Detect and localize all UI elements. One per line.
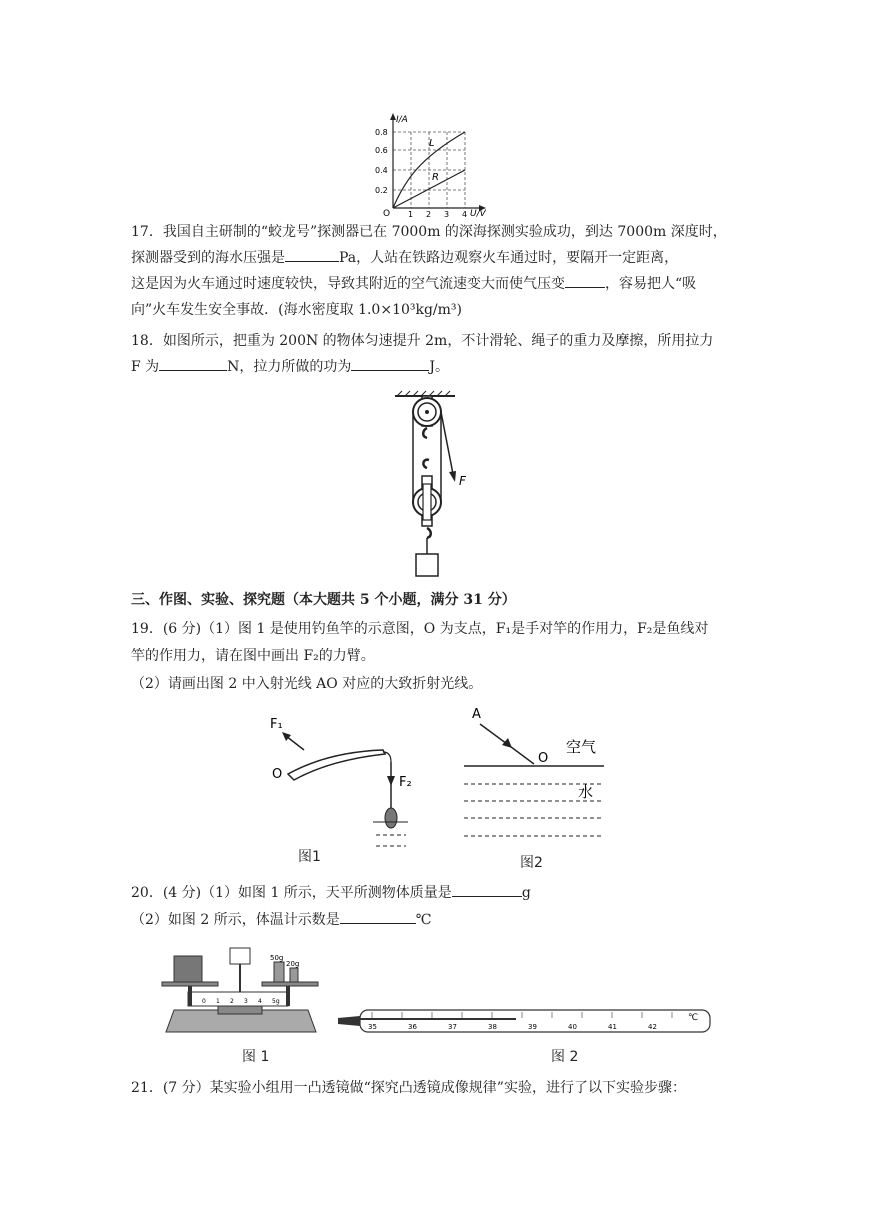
fishing-rod-figure — [258, 710, 433, 870]
fig1-caption: 图1 — [298, 849, 321, 865]
x-tick: 4 — [462, 210, 468, 218]
point-a-label: A — [472, 707, 481, 722]
weight-50g — [274, 962, 284, 982]
q17-line4: 向”火车发生安全事故．(海水密度取 1.0×10³kg/m³) — [131, 302, 463, 318]
curve-L-label: L — [429, 138, 435, 149]
q20-mass-blank[interactable] — [452, 882, 522, 897]
movable-hook-bottom — [427, 528, 431, 538]
thermo-tick: 39 — [528, 1023, 537, 1031]
thermo-tick: 41 — [608, 1023, 617, 1031]
thermo-tick: 38 — [488, 1023, 497, 1031]
f1-arrow — [286, 736, 304, 750]
fig2-caption: 图2 — [520, 855, 543, 871]
q21-line1: 21．(7 分）某实验小组用一凸透镜做“探究凸透镜成像规律”实验，进行了以下实验步骤： — [131, 1080, 686, 1096]
y-axis-label: I/A — [396, 115, 408, 125]
q18-line1: 18．如图所示，把重为 200N 的物体匀速提升 2m，不计滑轮、绳子的重力及摩擦，所用拉力 — [131, 333, 714, 349]
force-arrow — [449, 471, 456, 482]
beam-tick: 1 — [216, 998, 220, 1005]
weight-50g-label: 50g — [270, 954, 284, 962]
q20-line2: （2）如图 2 所示，体温计示数是 ℃ — [131, 909, 431, 931]
beam-tick: 4 — [258, 998, 262, 1005]
q17-line3: 这是因为火车通过时速度较快，导致其附近的空气流速变大而使气压变 ，容易把人“吸 — [131, 273, 696, 295]
air-label: 空气 — [566, 738, 597, 756]
beam-tick: 5g — [272, 998, 280, 1005]
q19-line2: 竿的作用力，请在图中画出 F₂的力臂。 — [131, 648, 375, 664]
thermometer-caption: 图 2 — [551, 1049, 579, 1065]
thermo-tick: 36 — [408, 1023, 417, 1031]
fixed-hook — [423, 428, 427, 438]
x-axis-label: U/V — [470, 209, 486, 218]
section3-heading: 三、作图、实验、探究题（本大题共 5 个小题，满分 31 分） — [131, 592, 516, 608]
balance-figure — [158, 940, 328, 1040]
f2-label: F₂ — [399, 775, 412, 790]
f1-label: F₁ — [270, 717, 283, 732]
x-tick: 3 — [444, 210, 450, 218]
thermo-tick: 42 — [648, 1023, 657, 1031]
q18-force-blank[interactable] — [159, 356, 227, 371]
thermometer-figure — [330, 1004, 715, 1038]
object-on-pan — [174, 956, 202, 982]
thermo-tick: 37 — [448, 1023, 457, 1031]
q20-temp-blank[interactable] — [340, 909, 416, 924]
thermo-tick: 35 — [368, 1023, 377, 1031]
thermometer-bulb — [338, 1016, 360, 1026]
right-pan — [262, 982, 318, 986]
force-label: F — [459, 474, 466, 488]
weight-20g — [290, 968, 298, 982]
beam-tick: 0 — [202, 998, 206, 1005]
q18-line2: F 为 N，拉力所做的功为 J。 — [131, 356, 449, 378]
pivot-label: O — [272, 767, 283, 782]
thermo-tick: 40 — [568, 1023, 577, 1031]
movable-hook-top — [423, 460, 429, 468]
q19-line3: （2）请画出图 2 中入射光线 AO 对应的大致折射光线。 — [131, 676, 483, 692]
y-tick: 0.2 — [375, 186, 388, 195]
q17-line1: 17．我国自主研制的“蛟龙号”探测器已在 7000m 的深海探测实验成功，到达 7000m 深度时， — [131, 224, 727, 240]
left-pan — [162, 982, 218, 986]
q17-pressure-blank[interactable] — [285, 247, 339, 262]
y-tick: 0.6 — [375, 146, 388, 155]
y-tick: 0.4 — [375, 166, 388, 175]
point-o-label: O — [538, 751, 549, 766]
weight-block — [416, 554, 438, 576]
pulley-figure — [385, 390, 495, 580]
q20-line1: 20．(4 分)（1）如图 1 所示，天平所测物体质量是 g — [131, 882, 531, 904]
rope-pull — [441, 412, 453, 474]
fish — [385, 808, 397, 828]
curve-R-label: R — [432, 172, 439, 183]
origin-label: O — [383, 209, 391, 218]
q17-line2: 探测器受到的海水压强是 Pa，人站在铁路边观察火车通过时，要隔开一定距离， — [131, 247, 678, 269]
beam-tick: 3 — [244, 998, 248, 1005]
iu-graph — [375, 110, 505, 218]
q19-line1: 19．(6 分)（1）图 1 是使用钓鱼竿的示意图，O 为支点，F₁是手对竿的作用力，F₂是鱼线对 — [131, 621, 709, 637]
beam-tick: 2 — [230, 998, 234, 1005]
balance-caption: 图 1 — [242, 1049, 270, 1065]
water-label: 水 — [578, 783, 594, 801]
q17-pressure-change-blank[interactable] — [565, 273, 605, 288]
weight-20g-label: 20g — [286, 960, 300, 968]
pointer-scale — [230, 948, 250, 964]
refraction-figure — [458, 700, 618, 850]
x-tick: 1 — [408, 210, 414, 218]
y-tick: 0.8 — [375, 128, 388, 137]
q18-work-blank[interactable] — [351, 356, 429, 371]
fishing-rod — [288, 750, 385, 780]
x-tick: 2 — [426, 210, 432, 218]
thermo-unit: ℃ — [688, 1013, 699, 1023]
